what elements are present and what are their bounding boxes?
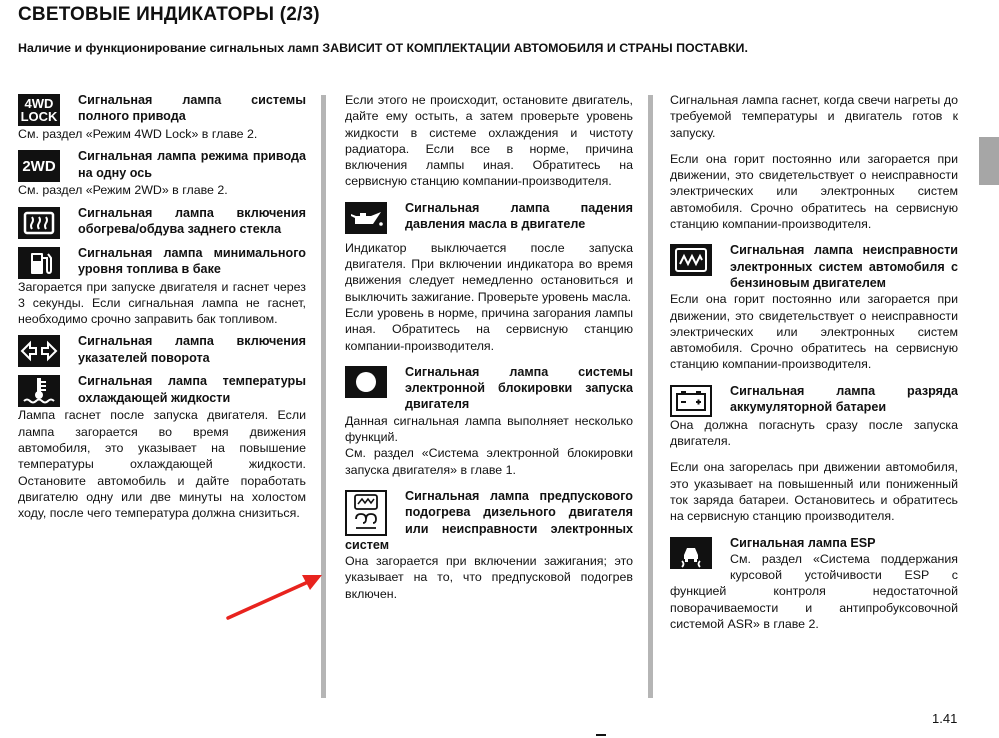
entry-body: Если она горит постоянно или загорается при движении, это свидетельствует о неисправности электрических или электронных систем автомобиля. Срочно обратитесь на сервисную станцию компании-производителя.	[670, 292, 958, 372]
entry-heading: Сигнальная лампа падения давления масла в двигателе	[405, 200, 633, 232]
entry-turn-signals	[18, 333, 306, 367]
entry-2wd	[18, 148, 306, 182]
entry-heading: Сигнальная лампа включения указателей поворота	[78, 334, 306, 365]
entry-rear-defrost	[18, 205, 306, 239]
battery-icon	[670, 385, 712, 417]
entry-heading: Сигнальная лампа разряда аккумуляторной батареи	[730, 383, 958, 415]
entry-oil-pressure	[345, 200, 633, 234]
entry-body: Она загорается при включении зажигания; это указывает на то, что предпусковой подогрев включен.	[345, 554, 633, 601]
entry-body: См. раздел «Режим 2WD» в главе 2.	[18, 183, 228, 198]
column-1	[18, 92, 306, 522]
coolant-temperature-icon	[18, 375, 60, 407]
fuel-pump-icon	[18, 247, 60, 279]
column-2	[345, 92, 633, 602]
continued-text: Сигнальная лампа гаснет, когда свечи нагреты до требуемой температуры и двигатель готов к запуску.	[670, 93, 958, 140]
entry-body: Если уровень в норме, причина загорания лампы иная. Обратитесь на сервисную станцию компании-производителя.	[345, 305, 633, 353]
chapter-tab	[979, 137, 999, 185]
entry-4wd-lock	[18, 92, 306, 126]
entry-body: Она должна погаснуть сразу после запуска двигателя.	[670, 417, 958, 449]
entry-heading: Сигнальная лампа неисправности электронных систем автомобиля с бензиновым двигателем	[730, 243, 958, 290]
bottom-mark	[596, 734, 606, 736]
column-3	[670, 92, 958, 632]
entry-heading: Сигнальная лампа ESP	[730, 535, 876, 550]
glow-plug-icon	[345, 490, 387, 536]
entry-body: Данная сигнальная лампа выполняет несколько функций.	[345, 413, 633, 445]
entry-immobilizer	[345, 364, 633, 413]
page-number: 1.41	[932, 711, 958, 726]
entry-heading: Сигнальная лампа системы электронной блокировки запуска двигателя	[405, 364, 633, 412]
entry-coolant-temp	[18, 373, 306, 407]
entry-body: См. раздел «Система поддержания курсовой устойчивости ESP с функцией контроля недостаточной поворачиваемости и антипробуксовочной системой ASR» в главе 2.	[670, 551, 958, 632]
entry-petrol-electronics	[670, 242, 958, 291]
2wd-icon-label: 2WD	[22, 157, 56, 175]
page-title: СВЕТОВЫЕ ИНДИКАТОРЫ (2/3)	[18, 4, 320, 25]
4wd-lock-icon	[18, 94, 60, 126]
engine-fault-icon	[670, 244, 712, 276]
entry-preheating	[345, 488, 633, 553]
annotation-arrow-icon	[222, 572, 327, 624]
immobilizer-icon	[345, 366, 387, 398]
entry-body: Если она загорелась при движении автомобиля, это указывает на повышенный или пониженный ток заряда батареи. Остановитесь и обратитесь на сервисную станцию производителя.	[670, 460, 958, 524]
rear-defrost-icon	[18, 207, 60, 239]
continued-text: Если этого не происходит, остановите двигатель, дайте ему остыть, а затем проверьте уровень жидкости в системе охлаждения и чистоту радиатора. Если все в норме, причина включения лампы иная. Обратитесь на сервисную станцию компании-производителя.	[345, 93, 633, 189]
entry-heading: Сигнальная лампа системы полного привода	[78, 93, 306, 124]
oil-can-icon	[345, 202, 387, 234]
entry-battery	[670, 383, 958, 417]
continued-text: Если она горит постоянно или загорается при движении, это свидетельствует о неисправности электрических или электронных систем автомобиля. Срочно обратитесь на сервисную станцию компании-производителя.	[670, 151, 958, 232]
entry-body: См. раздел «Режим 4WD Lock» в главе 2.	[18, 127, 258, 141]
entry-heading: Сигнальная лампа предпускового подогрева дизельного двигателя или неисправности электронных систем	[345, 488, 633, 552]
2wd-icon	[18, 150, 60, 182]
entry-heading: Сигнальная лампа режима привода на одну ось	[78, 149, 306, 180]
entry-heading: Сигнальная лампа минимального уровня топлива в баке	[78, 245, 306, 276]
4wd-lock-icon-line1: 4WD	[24, 96, 54, 111]
entry-body: Индикатор выключается после запуска двигателя. При включении индикатора во время движения следует немедленно остановиться и выключить зажигание. Проверьте уровень масла.	[345, 240, 633, 304]
entry-heading: Сигнальная лампа температуры охлаждающей жидкости	[78, 374, 306, 405]
column-divider-2	[648, 95, 653, 698]
entry-body: Загорается при запуске двигателя и гаснет через 3 секунды. Если сигнальная лампа не гаснет, необходимо срочно заправить бак топливом.	[18, 279, 306, 327]
esp-skid-icon	[670, 537, 712, 569]
4wd-lock-icon-line2: LOCK	[20, 109, 58, 124]
entry-low-fuel	[18, 245, 306, 279]
entry-body: См. раздел «Система электронной блокировки запуска двигателя» в главе 1.	[345, 446, 633, 477]
turn-signal-icon	[18, 335, 60, 367]
entry-body: Лампа гаснет после запуска двигателя. Если лампа загорается во время движения автомобиля, это указывает на повышение температуры охлаждающей жидкости. Остановите автомобиль и дайте поработать двигателю одну или две минуты на холостом ходу, после чего температура должна снизиться.	[18, 408, 306, 521]
entry-esp	[670, 535, 958, 633]
entry-heading: Сигнальная лампа включения обогрева/обдува заднего стекла	[78, 205, 306, 236]
page-subtitle: Наличие и функционирование сигнальных ламп ЗАВИСИТ ОТ КОМПЛЕКТАЦИИ АВТОМОБИЛЯ И СТРАНЫ ПОСТАВКИ.	[18, 41, 748, 55]
